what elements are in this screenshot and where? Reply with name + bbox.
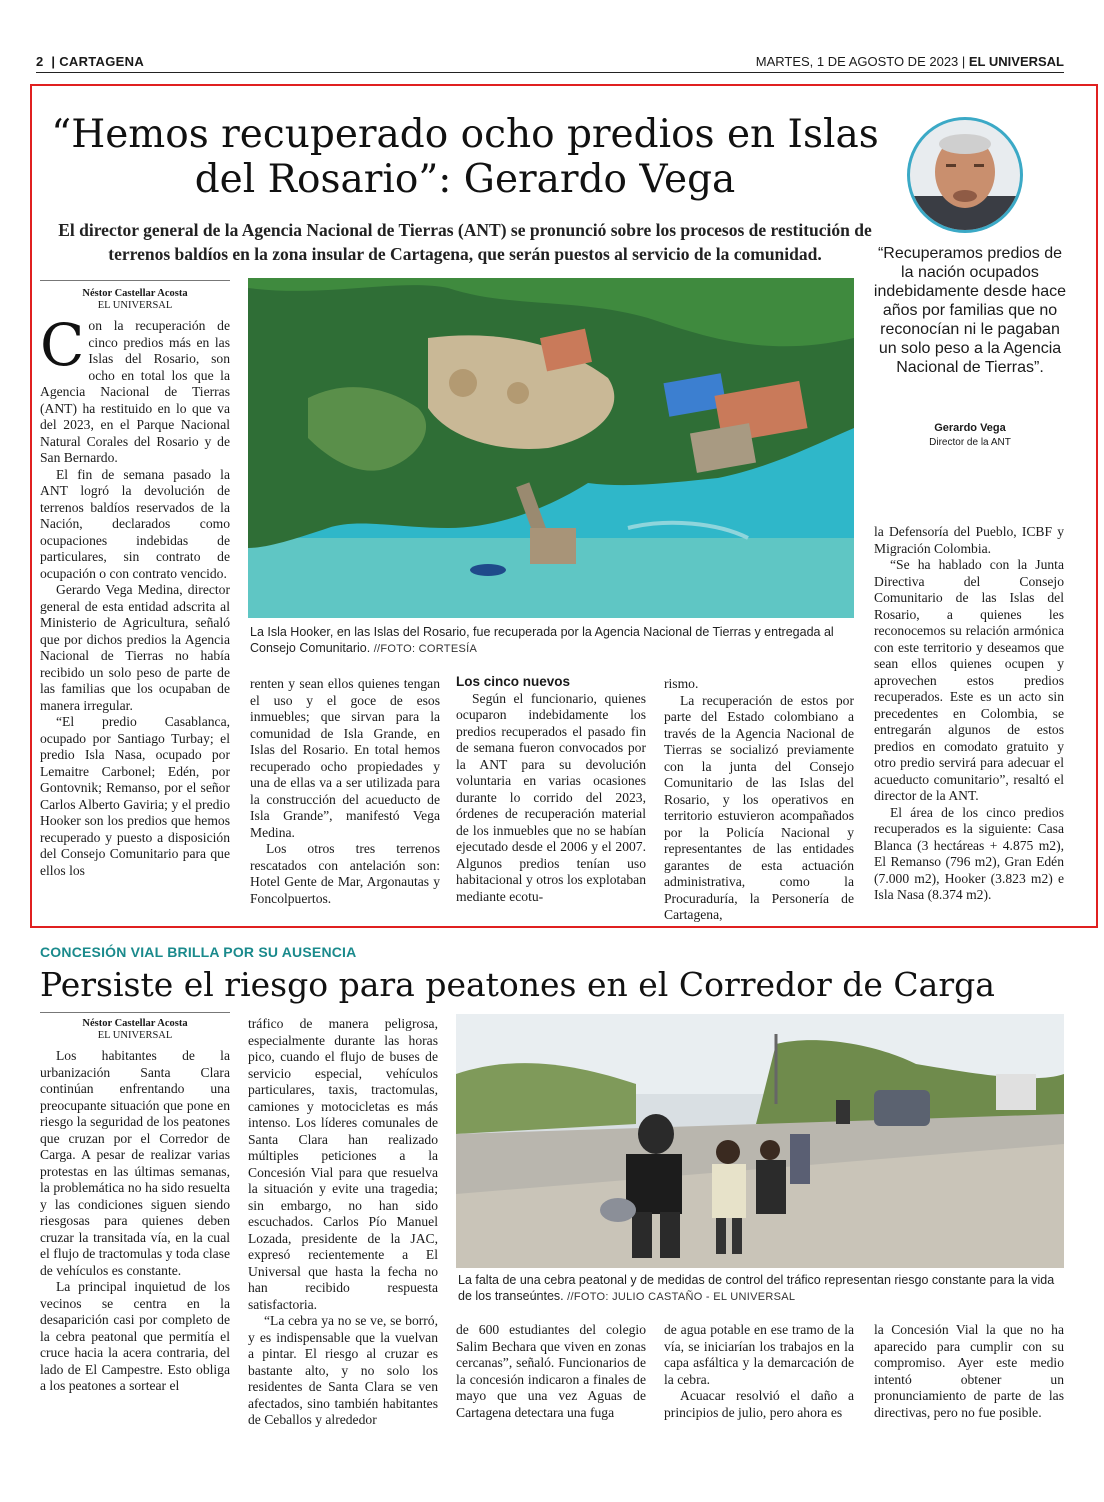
page-dateline: MARTES, 1 DE AGOSTO DE 2023 | EL UNIVERSAL xyxy=(755,54,1064,69)
section-subtitle: Los cinco nuevos xyxy=(456,674,571,689)
article2-column-5 xyxy=(874,1322,1064,1421)
body-paragraph: de 600 estudiantes del colegio Salim Bechara que viven en zonas cercanas”, señaló. Funcionarios de la concesión indicaron a finales de mayo que una vez Aguas de Cartagena detectara una fuga xyxy=(456,1322,646,1420)
street-photo xyxy=(456,1014,1064,1268)
body-paragraph: on la recuperación de cinco predios más en las Islas del Rosario, son ocho en total los que la Agencia Nacional de Tierras (ANT) ha restituido en lo que va del 2023, en el Parque Nacional Natural Corales del Rosario y de San Bernardo. xyxy=(40,318,230,465)
article1-byline xyxy=(40,288,230,312)
body-paragraph: Acuacar resolvió el daño a principios de julio, pero ahora es xyxy=(664,1388,854,1420)
article2-kicker: CONCESIÓN VIAL BRILLA POR SU AUSENCIA xyxy=(40,944,357,960)
author-outlet: EL UNIVERSAL xyxy=(97,1030,173,1041)
article2-headline: Persiste el riesgo para peatones en el Corredor de Carga xyxy=(40,965,995,1004)
article1-photo-caption xyxy=(250,624,850,657)
issue-date: MARTES, 1 DE AGOSTO DE 2023 xyxy=(755,54,959,69)
body-paragraph: El área de los cinco predios recuperados es la siguiente: Casa Blanca (3 hectáreas + 4.875 m2), El Remanso (796 m2), Gran Edén (7.000 m2), Hooker (3.823 m2) e Isla Nasa (8.374 m2). xyxy=(874,804,1064,902)
article1-column-4 xyxy=(664,676,854,924)
drop-cap: C xyxy=(40,311,85,379)
quote-role: Director de la ANT xyxy=(929,437,1011,448)
body-paragraph: la Defensoría del Pueblo, ICBF y Migración Colombia. xyxy=(874,524,1064,556)
caption-text: La Isla Hooker, en las Islas del Rosario, fue recuperada por la Agencia Nacional de Tierras y entregada al Consejo Comunitario. xyxy=(250,625,834,655)
article2-column-2 xyxy=(248,1016,438,1429)
article1-column-3 xyxy=(456,674,646,905)
body-paragraph: la Concesión Vial la que no ha aparecido para cumplir con su compromiso. Ayer este medio intentó obtener un pronunciamiento de parte de las directivas, pero no fue posible. xyxy=(874,1322,1064,1420)
author-name: Néstor Castellar Acosta xyxy=(82,288,188,299)
body-paragraph: La principal inquietud de los vecinos se centra en la desaparición casi por completo de la cebra peatonal que permitía el cruce hacia la acera contraria, del lado de El Campestre. Esto obliga a los peatones a sortear el xyxy=(40,1279,230,1393)
portrait-photo xyxy=(904,116,1026,234)
quote-author: Gerardo Vega xyxy=(934,422,1006,434)
body-paragraph: La recuperación de estos por parte del Estado colombiano a través de la Agencia Nacional de Tierras se socializó previamente con la junta del Consejo Comunitario de las Islas del Rosario, y los operativos en territorio estuvieron acompañados por la Policía Nacional y representantes de las entidades garantes de esta actuación administrativa, como la Procuraduría, la Personería de Cartagena, xyxy=(664,692,854,922)
page-number: 2 xyxy=(36,54,44,69)
body-paragraph: rismo. xyxy=(664,676,699,691)
body-paragraph: Los otros tres terrenos rescatados con antelación son: Hotel Gente de Mar, Argonautas y Foncolpuertos. xyxy=(250,841,440,906)
article2-column-1 xyxy=(40,1048,230,1395)
byline-rule xyxy=(40,1012,230,1013)
article1-column-2 xyxy=(250,676,440,907)
article1-column-5 xyxy=(874,524,1064,904)
article2-column-3 xyxy=(456,1322,646,1421)
body-paragraph: “El predio Casablanca, ocupado por Santiago Turbay; el predio Isla Nasa, ocupado por Lemaitre Carbonel; Edén, por Gontovnik; Remanso, por el señor Carlos Alberto Gaviria; y el predio Hooker son los predios que hemos recuperado y puesto a disposición del Consejo Comunitario para que ellos los xyxy=(40,714,230,878)
article1-subhead: El director general de la Agencia Nacional de Tierras (ANT) se pronunció sobre los procesos de restitución de terrenos baldíos en la zona insular de Cartagena, que serán puestos al servicio de la comunidad. xyxy=(58,220,872,264)
byline-rule xyxy=(40,280,230,281)
article2-photo-caption xyxy=(458,1272,1062,1305)
body-paragraph: El fin de semana pasado la ANT logró la devolución de terrenos baldíos reservados de la Nación, declarados como ocupaciones indebidas de particulares, sin contrato de ocupación o con contrato vencido. xyxy=(40,466,230,581)
body-paragraph: Los habitantes de la urbanización Santa Clara continúan enfrentando una preocupante situación que pone en riesgo la seguridad de los peatones que cruzan por el Corredor de Carga. A pesar de realizar varias protestas en las últimas semanas, la problemática no ha sido resuelta y las condiciones siguen siendo riesgosas para quienes deben cruzar la transitada vía, en la cual el flujo de tractomulas y toda clase de vehículos es constante. xyxy=(40,1048,230,1278)
island-aerial-photo xyxy=(248,278,854,618)
article2-byline xyxy=(40,1018,230,1042)
body-paragraph: Según el funcionario, quienes ocuparon indebidamente los predios recuperados el pasado fin de semana fueron convocados por la ANT para su devolución voluntaria en varias ocasiones durante lo corrido del 2023, órdenes de recuperación material de los inmuebles que no se habían ejecutado desde el 2006 y el 2007. Algunos predios tenían uso habitacional y otros los explotaban mediante ecotu- xyxy=(456,690,646,904)
photo-credit: //FOTO: CORTESÍA xyxy=(373,643,478,655)
page-section: 2 | CARTAGENA xyxy=(36,54,145,69)
body-paragraph: renten y sean ellos quienes tengan el uso y el goce de esos inmuebles; que sirvan para la comunidad de Isla Grande, en Islas del Rosario. En total hemos recuperado ocho propiedades y una de ellas va a ser utilizada para la construcción del acueducto de Isla Grande”, manifestó Vega Medina. xyxy=(250,676,440,840)
page-header xyxy=(36,50,1064,73)
newspaper-name: EL UNIVERSAL xyxy=(968,54,1064,69)
article1-headline: “Hemos recuperado ocho predios en Islas del Rosario”: Gerardo Vega xyxy=(51,112,879,202)
section-name: CARTAGENA xyxy=(59,54,145,69)
author-name: Néstor Castellar Acosta xyxy=(82,1018,188,1029)
body-paragraph: Gerardo Vega Medina, director general de esta entidad adscrita al Ministerio de Agricultura, señaló que por dichos predios la Agencia Nacional de Tierras no había recibido un solo peso de parte de las familias que los ocupaban de manera irregular. xyxy=(40,582,230,713)
article2-column-4 xyxy=(664,1322,854,1421)
author-outlet: EL UNIVERSAL xyxy=(97,300,173,311)
pull-quote: “Recuperamos predios de la nación ocupados indebidamente desde hace años por familias que no reconocían ni le pagaban un solo peso a la Agencia Nacional de Tierras”. xyxy=(873,245,1067,376)
body-paragraph: “Se ha hablado con la Junta Directiva del Consejo Comunitario de las Islas del Rosario, a quienes les reconocemos su relación armónica con este territorio y deseamos que sean ellos quienes ocupen y aprovechen estos predios recuperados. Este es un acto sin precedentes en Colombia, se entregarán algunos de estos predios en comodato gratuito y otro predio servirá para adecuar el acueducto comunitario”, resaltó el director de la ANT. xyxy=(874,557,1064,803)
photo-credit: //FOTO: JULIO CASTAÑO - EL UNIVERSAL xyxy=(567,1291,796,1303)
body-paragraph: de agua potable en ese tramo de la vía, se iniciarían los trabajos en la capa asfáltica y la demarcación de la cebra. xyxy=(664,1322,854,1387)
body-paragraph: tráfico de manera peligrosa, especialmente durante las horas pico, cuando el flujo de buses de servicio especial, vehículos particulares, taxis, tractomulas, camiones y motocicletas es más intenso. Los líderes comunales de Santa Clara han realizado múltiples peticiones a la Concesión Vial para que resuelva la situación y evite una tragedia; sin embargo, no han sido escuchados. Carlos Pío Manuel Lozada, presidente de la JAC, expresó recientemente a El Universal que hasta la fecha no han recibido respuesta satisfactoria. xyxy=(248,1016,438,1312)
article1-column-1 xyxy=(40,311,230,879)
caption-text: La falta de una cebra peatonal y de medidas de control del tráfico representan riesgo constante para la vida de los transeúntes. xyxy=(458,1273,1055,1303)
body-paragraph: “La cebra ya no se ve, se borró, y es indispensable que la vuelvan a pintar. El riesgo al cruzar es bastante alto, y no solo los residentes de Santa Clara se ven afectados, sino también habitantes de Ceballos y alrededor xyxy=(248,1313,438,1427)
